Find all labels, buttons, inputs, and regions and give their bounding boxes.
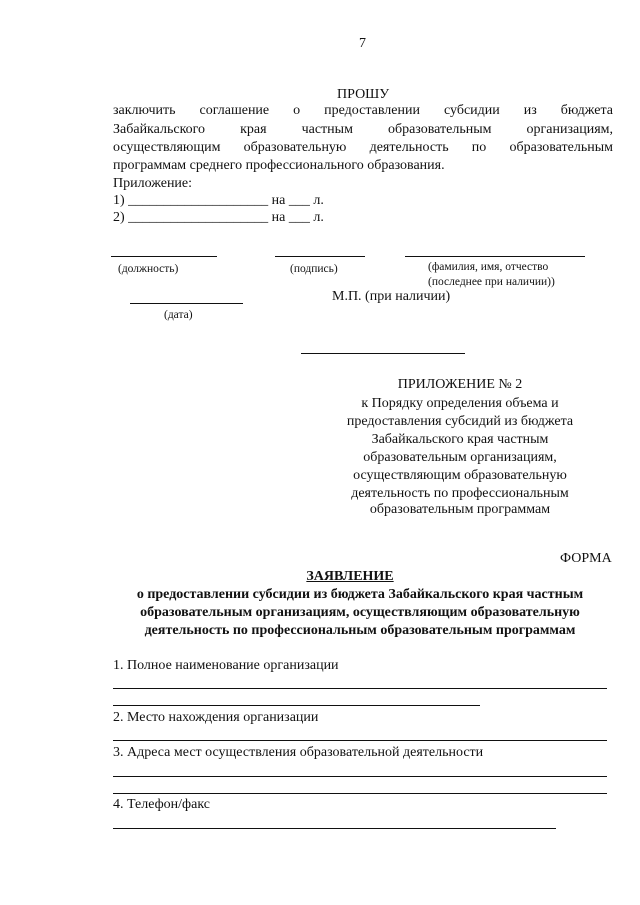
fill-line [113,793,607,794]
field-label: 3. Адреса мест осуществления образовательной деятельности [113,745,484,760]
position-label: (должность) [118,263,179,275]
appendix-line: предоставления субсидий из бюджета [346,414,574,429]
signature-line [275,256,365,257]
request-heading: ПРОШУ [337,87,390,102]
appendix-line: деятельность по профессиональным [351,486,569,501]
fill-line [113,776,607,777]
request-line: Забайкальского края частным образовательным организациям, [113,122,613,137]
field-label: 4. Телефон/факс [113,797,211,812]
request-line: осуществляющим образовательную деятельность по образовательным [113,140,613,155]
attachments-label: Приложение: [113,176,193,191]
attachment-1: 1) ____________________ на ___ л. [113,193,324,208]
signature-label: (подпись) [290,263,338,275]
name-line [405,256,585,257]
request-line: программам среднего профессионального образования. [113,158,445,173]
form-label: ФОРМА [560,551,612,566]
form-subtitle: о предоставлении субсидии из бюджета Забайкальского края частным [136,587,584,602]
field-label: 1. Полное наименование организации [113,658,339,673]
date-line [130,303,243,304]
request-line: заключить соглашение о предоставлении субсидии из бюджета [113,103,613,118]
date-label: (дата) [164,309,193,321]
name-label: (фамилия, имя, отчество [428,261,549,273]
fill-line [113,705,480,706]
attachment-2: 2) ____________________ на ___ л. [113,210,324,225]
fill-line [113,828,556,829]
name-label: (последнее при наличии)) [428,276,555,288]
appendix-line: образовательным организациям, [363,450,557,465]
appendix-title: ПРИЛОЖЕНИЕ № 2 [397,377,523,392]
fill-line [113,688,607,689]
appendix-line: Забайкальского края частным [371,432,549,447]
fill-line [113,740,607,741]
separator [301,353,465,354]
appendix-line: к Порядку определения объема и [361,396,559,411]
stamp-label: М.П. (при наличии) [332,289,451,304]
form-subtitle: образовательным организациям, осуществляющим образовательную [140,605,580,620]
position-line [111,256,217,257]
form-subtitle: деятельность по профессиональным образовательным программам [144,623,576,638]
page-number: 7 [359,36,366,51]
appendix-line: осуществляющим образовательную [353,468,567,483]
form-title: ЗАЯВЛЕНИЕ [306,569,394,584]
field-label: 2. Место нахождения организации [113,710,319,725]
appendix-line: образовательным программам [369,502,551,517]
